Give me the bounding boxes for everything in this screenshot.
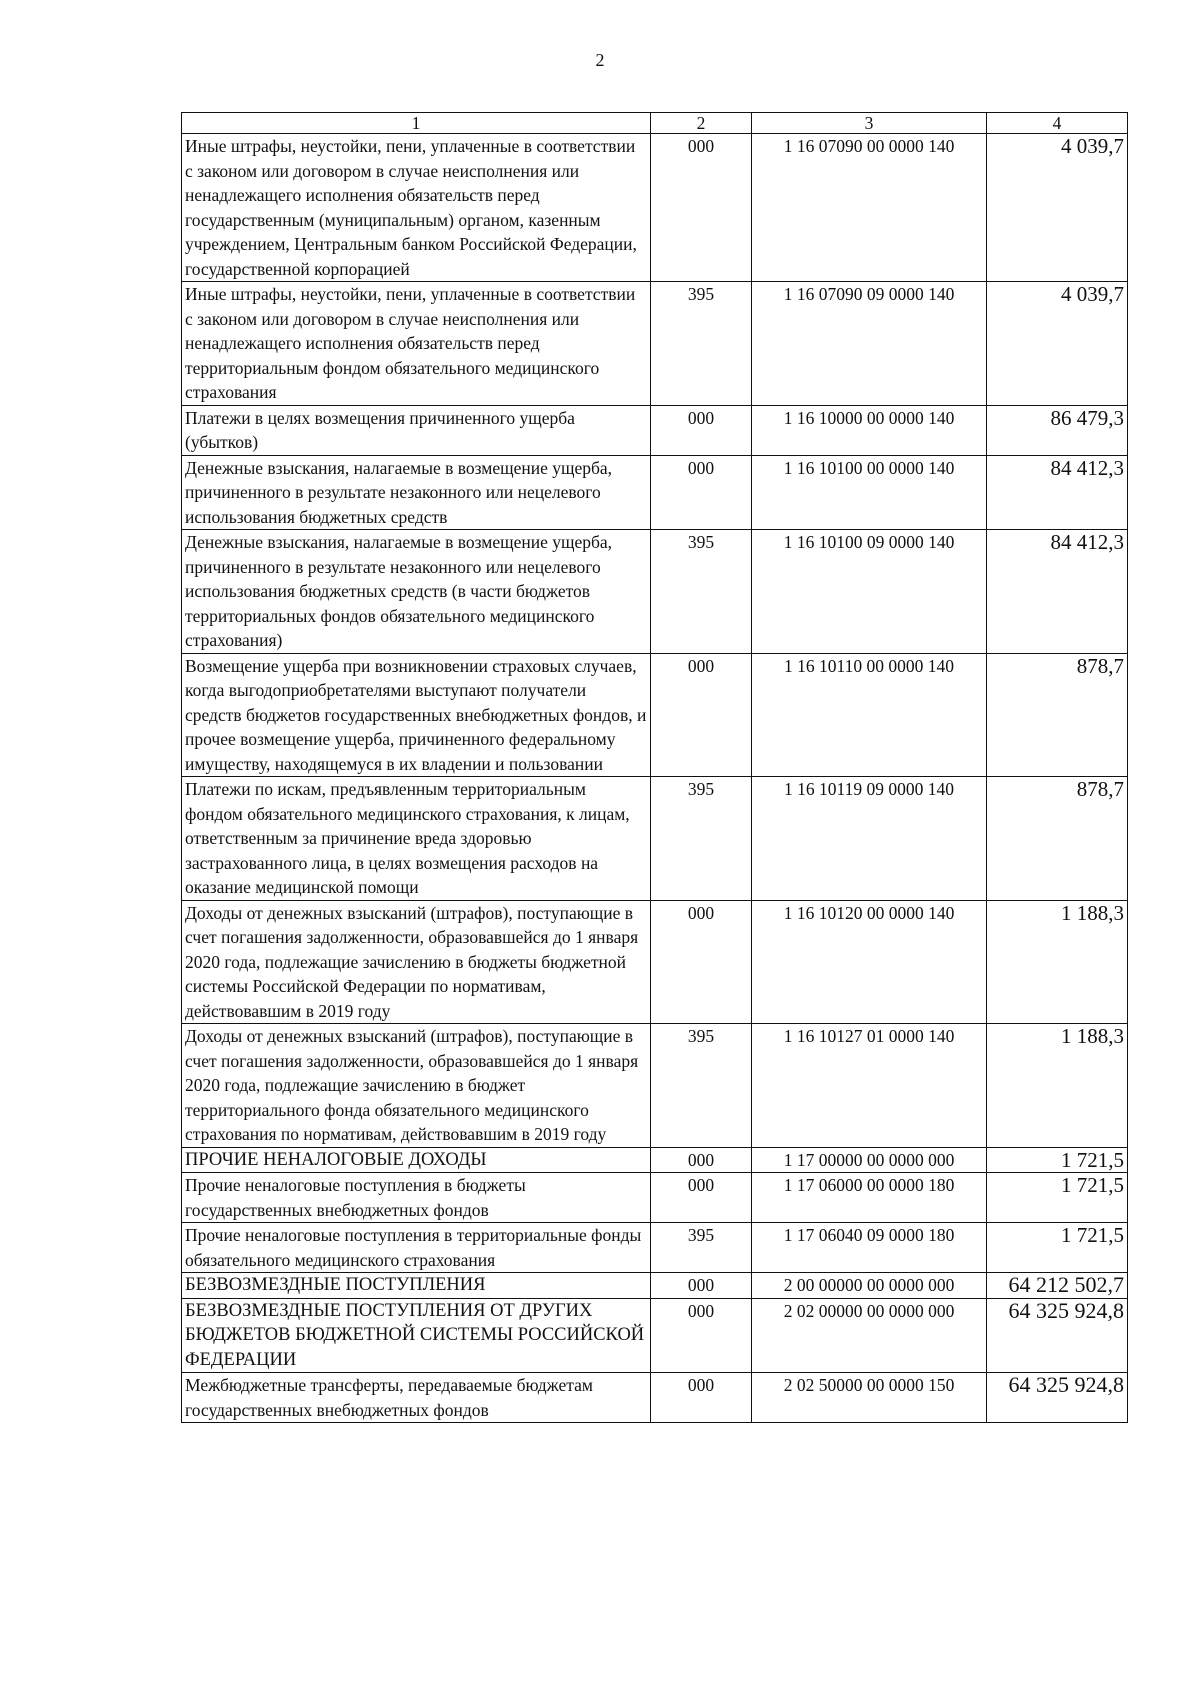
budget-code-cell: 2 00 00000 00 0000 000: [752, 1273, 987, 1299]
admin-code-cell: 000: [651, 1373, 752, 1423]
table-row: [182, 1373, 1128, 1423]
budget-code-cell: 2 02 00000 00 0000 000: [752, 1298, 987, 1373]
budget-code-cell: 1 16 10100 00 0000 140: [752, 455, 987, 530]
revenue-table: [181, 112, 1128, 1423]
table-row: [182, 653, 1128, 777]
income-name-cell: БЕЗВОЗМЕЗДНЫЕ ПОСТУПЛЕНИЯ: [182, 1273, 651, 1299]
table-row: [182, 1147, 1128, 1173]
admin-code-cell: 000: [651, 134, 752, 282]
budget-code-cell: 1 16 07090 09 0000 140: [752, 282, 987, 406]
amount-cell: 878,7: [987, 777, 1128, 901]
amount-cell: 64 325 924,8: [987, 1373, 1128, 1423]
admin-code-cell: 395: [651, 1223, 752, 1273]
column-header: 2: [651, 113, 752, 134]
income-name-cell: Доходы от денежных взысканий (штрафов), поступающие в счет погашения задолженности, образовавшейся до 1 января 2020 года, подлежащие зачислению в бюджет территориального фонда обязательного медицинского страхования по нормативам, действовавшим в 2019 году: [182, 1024, 651, 1148]
table-header-row: [182, 113, 1128, 134]
amount-cell: 4 039,7: [987, 282, 1128, 406]
page-number: 2: [595, 50, 605, 70]
income-name-cell: Платежи в целях возмещения причиненного ущерба (убытков): [182, 405, 651, 455]
table-row: [182, 1223, 1128, 1273]
budget-code-cell: 1 16 07090 00 0000 140: [752, 134, 987, 282]
table-row: [182, 405, 1128, 455]
amount-cell: 64 325 924,8: [987, 1298, 1128, 1373]
income-name-cell: Возмещение ущерба при возникновении страховых случаев, когда выгодоприобретателями выступают получатели средств бюджетов государственных внебюджетных фондов, и прочее возмещение ущерба, причиненного федеральному имуществу, находящемуся в их владении и пользовании: [182, 653, 651, 777]
amount-cell: 4 039,7: [987, 134, 1128, 282]
admin-code-cell: 395: [651, 530, 752, 654]
income-name-cell: Иные штрафы, неустойки, пени, уплаченные в соответствии с законом или договором в случае неисполнения или ненадлежащего исполнения обязательств перед территориальным фондом обязательного медицинского страхования: [182, 282, 651, 406]
income-name-cell: Прочие неналоговые поступления в территориальные фонды обязательного медицинского страхования: [182, 1223, 651, 1273]
admin-code-cell: 000: [651, 405, 752, 455]
amount-cell: 1 188,3: [987, 1024, 1128, 1148]
table-row: [182, 777, 1128, 901]
budget-code-cell: 1 16 10100 09 0000 140: [752, 530, 987, 654]
income-name-cell: БЕЗВОЗМЕЗДНЫЕ ПОСТУПЛЕНИЯ ОТ ДРУГИХ БЮДЖЕТОВ БЮДЖЕТНОЙ СИСТЕМЫ РОССИЙСКОЙ ФЕДЕРАЦИИ: [182, 1298, 651, 1373]
income-name-cell: Прочие неналоговые поступления в бюджеты государственных внебюджетных фондов: [182, 1173, 651, 1223]
income-name-cell: Платежи по искам, предъявленным территориальным фондом обязательного медицинского страхования, к лицам, ответственным за причинение вреда здоровью застрахованного лица, в целях возмещения расходов на оказание медицинской помощи: [182, 777, 651, 901]
admin-code-cell: 000: [651, 1173, 752, 1223]
table-row: [182, 282, 1128, 406]
budget-code-cell: 1 16 10110 00 0000 140: [752, 653, 987, 777]
amount-cell: 84 412,3: [987, 455, 1128, 530]
admin-code-cell: 000: [651, 653, 752, 777]
column-header: 4: [987, 113, 1128, 134]
income-name-cell: Денежные взыскания, налагаемые в возмещение ущерба, причиненного в результате незаконного или нецелевого использования бюджетных средств: [182, 455, 651, 530]
admin-code-cell: 000: [651, 900, 752, 1024]
amount-cell: 1 721,5: [987, 1147, 1128, 1173]
income-name-cell: Иные штрафы, неустойки, пени, уплаченные в соответствии с законом или договором в случае неисполнения или ненадлежащего исполнения обязательств перед государственным (муниципальным) органом, казенным учреждением, Центральным банком Российской Федерации, государственной корпорацией: [182, 134, 651, 282]
income-name-cell: Денежные взыскания, налагаемые в возмещение ущерба, причиненного в результате незаконного или нецелевого использования бюджетных средств (в части бюджетов территориальных фондов обязательного медицинского страхования): [182, 530, 651, 654]
budget-code-cell: 1 17 06040 09 0000 180: [752, 1223, 987, 1273]
admin-code-cell: 000: [651, 455, 752, 530]
income-name-cell: ПРОЧИЕ НЕНАЛОГОВЫЕ ДОХОДЫ: [182, 1147, 651, 1173]
column-header: 1: [182, 113, 651, 134]
amount-cell: 64 212 502,7: [987, 1273, 1128, 1299]
budget-code-cell: 1 17 06000 00 0000 180: [752, 1173, 987, 1223]
column-header: 3: [752, 113, 987, 134]
income-name-cell: Доходы от денежных взысканий (штрафов), поступающие в счет погашения задолженности, образовавшейся до 1 января 2020 года, подлежащие зачислению в бюджеты бюджетной системы Российской Федерации по нормативам, действовавшим в 2019 году: [182, 900, 651, 1024]
admin-code-cell: 000: [651, 1298, 752, 1373]
budget-code-cell: 1 16 10000 00 0000 140: [752, 405, 987, 455]
amount-cell: 84 412,3: [987, 530, 1128, 654]
admin-code-cell: 395: [651, 777, 752, 901]
amount-cell: 1 188,3: [987, 900, 1128, 1024]
table-row: [182, 1298, 1128, 1373]
amount-cell: 86 479,3: [987, 405, 1128, 455]
table-row: [182, 455, 1128, 530]
table-row: [182, 134, 1128, 282]
amount-cell: 1 721,5: [987, 1223, 1128, 1273]
table-row: [182, 1024, 1128, 1148]
budget-code-cell: 2 02 50000 00 0000 150: [752, 1373, 987, 1423]
budget-code-cell: 1 16 10120 00 0000 140: [752, 900, 987, 1024]
budget-code-cell: 1 16 10119 09 0000 140: [752, 777, 987, 901]
admin-code-cell: 395: [651, 1024, 752, 1148]
table-row: [182, 1273, 1128, 1299]
table-row: [182, 530, 1128, 654]
amount-cell: 1 721,5: [987, 1173, 1128, 1223]
admin-code-cell: 000: [651, 1147, 752, 1173]
admin-code-cell: 000: [651, 1273, 752, 1299]
amount-cell: 878,7: [987, 653, 1128, 777]
table-row: [182, 1173, 1128, 1223]
income-name-cell: Межбюджетные трансферты, передаваемые бюджетам государственных внебюджетных фондов: [182, 1373, 651, 1423]
budget-code-cell: 1 16 10127 01 0000 140: [752, 1024, 987, 1148]
table-row: [182, 900, 1128, 1024]
admin-code-cell: 395: [651, 282, 752, 406]
budget-code-cell: 1 17 00000 00 0000 000: [752, 1147, 987, 1173]
